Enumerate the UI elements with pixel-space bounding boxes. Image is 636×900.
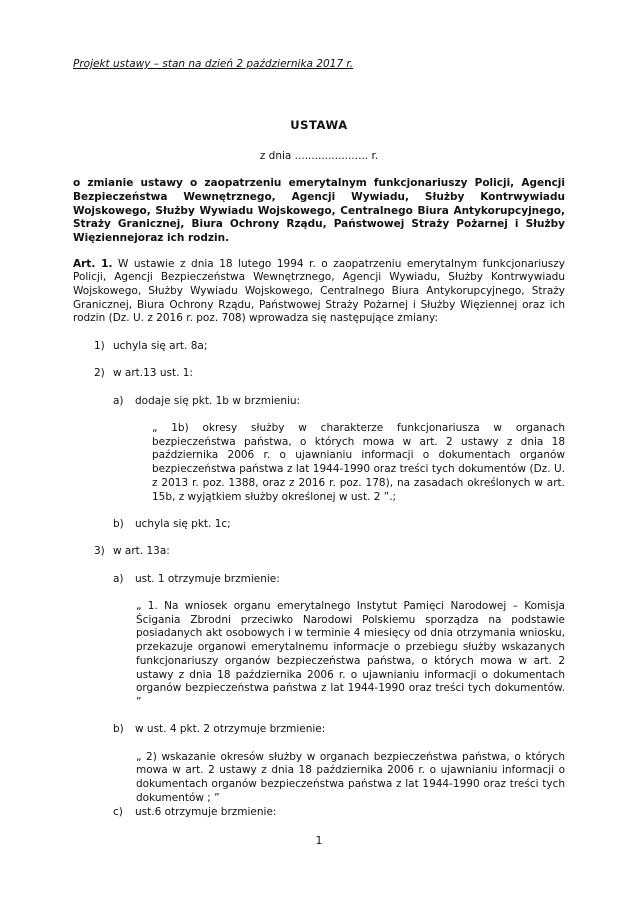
amendment-item-3 bbox=[94, 545, 565, 559]
amendment-2a-text: dodaje się pkt. 1b w brzmieniu: bbox=[135, 394, 301, 407]
amendment-item-1 bbox=[94, 340, 565, 354]
amendment-2-sub-b bbox=[113, 518, 565, 532]
document-title: USTAWA bbox=[290, 117, 348, 132]
amendment-3-number: 3) bbox=[94, 545, 105, 558]
amendment-2b-text: uchyla się pkt. 1c; bbox=[135, 517, 231, 530]
amendment-3-sub-c bbox=[113, 806, 565, 820]
amendment-3-text: w art. 13a: bbox=[113, 545, 170, 558]
article-1-label: Art. 1. bbox=[73, 257, 113, 270]
amendment-2-text: w art.13 ust. 1: bbox=[113, 367, 193, 380]
amendment-3-sub-a bbox=[113, 573, 565, 587]
amendment-2-number: 2) bbox=[94, 367, 105, 380]
amendment-1-text: uchyla się art. 8a; bbox=[113, 339, 208, 352]
amendment-3c-letter: c) bbox=[113, 805, 123, 818]
amendment-1-number: 1) bbox=[94, 339, 105, 352]
page-number: 1 bbox=[315, 835, 323, 848]
date-placeholder-line: z dnia ...................... r. bbox=[259, 150, 379, 163]
law-subject-paragraph: o zmianie ustawy o zaopatrzeniu emerytalnym funkcjonariuszy Policji, Agencji Bezpieczeństwa Wewnętrznego, Agencji Wywiadu, Służby Kontrwywiadu Wojskowego, Służby Wywiadu Wojskowego, Centralnego Biura Antykorupcyjnego, Straży Granicznej, Biura Ochrony Rządu, Państwowej Straży Pożarnej i Służby Więziennejoraz ich rodzin. bbox=[73, 177, 565, 244]
amendment-3-sub-b bbox=[113, 723, 565, 737]
amendment-3a-quoted-provision: „ 1. Na wniosek organu emerytalnego Instytut Pamięci Narodowej – Komisja Ścigania Zbrodni przeciwko Narodowi Polskiemu sporządza na podstawie posiadanych akt osobowych i w terminie 4 miesięcy od dnia otrzymania wniosku, przekazuje organowi emerytalnemu informacje o przebiegu służby wskazanych funkcjonariuszy organów bezpieczeństwa państwa, o których mowa w art. 2 ustawy z dnia 18 października 2006 r. o ujawnianiu informacji o dokumentach organów bezpieczeństwa państwa z lat 1944-1990 oraz treści tych dokumentów. ” bbox=[136, 600, 565, 708]
amendment-3b-letter: b) bbox=[113, 723, 124, 736]
amendment-2a-letter: a) bbox=[113, 394, 124, 407]
amendment-item-2 bbox=[94, 367, 565, 381]
draft-status-line: Projekt ustawy – stan na dzień 2 października 2017 r. bbox=[73, 58, 354, 70]
amendment-3a-text: ust. 1 otrzymuje brzmienie: bbox=[135, 572, 280, 585]
article-1-text: W ustawie z dnia 18 lutego 1994 r. o zaopatrzeniu emerytalnym funkcjonariuszy Policji, Agencji Bezpieczeństwa Wewnętrznego, Agencji Wywiadu, Służby Kontrwywiadu Wojskowego, Służby Wywiadu Wojskowego, Centralnego Biura Antykorupcyjnego, Straży Granicznej, Biura Ochrony Rządu, Państwowej Straży Pożarnej i Służby Więziennej oraz ich rodzin (Dz. U. z 2016 r. poz. 708) wprowadza się następujące zmiany: bbox=[73, 257, 566, 325]
article-1-paragraph bbox=[73, 258, 565, 327]
amendment-3b-text: w ust. 4 pkt. 2 otrzymuje brzmienie: bbox=[135, 723, 326, 736]
amendment-2b-letter: b) bbox=[113, 517, 124, 530]
amendment-3a-letter: a) bbox=[113, 572, 124, 585]
amendment-2a-quoted-provision: „ 1b) okresy służby w charakterze funkcjonariusza w organach bezpieczeństwa państwa, o których mowa w art. 2 ustawy z dnia 18 października 2006 r. o ujawnianiu informacji o dokumentach organów bezpieczeństwa państwa z lat 1944-1990 oraz treści tych dokumentów (Dz. U. z 2013 r. poz. 1388, oraz z 2016 r. poz. 178), na zasadach określonych w art. 15b, z wyjątkiem służby określonej w ust. 2 ”.; bbox=[152, 422, 565, 503]
amendment-2-sub-a bbox=[113, 395, 565, 409]
amendment-3c-text: ust.6 otrzymuje brzmienie: bbox=[135, 805, 277, 818]
amendment-3b-quoted-provision: „ 2) wskazanie okresów służby w organach bezpieczeństwa państwa, o których mowa w art. 2 ustawy z dnia 18 października 2006 r. o ujawnianiu informacji o dokumentach organów bezpieczeństwa państwa z lat 1944-1990 oraz treści tych dokumentów ; ” bbox=[136, 750, 565, 804]
